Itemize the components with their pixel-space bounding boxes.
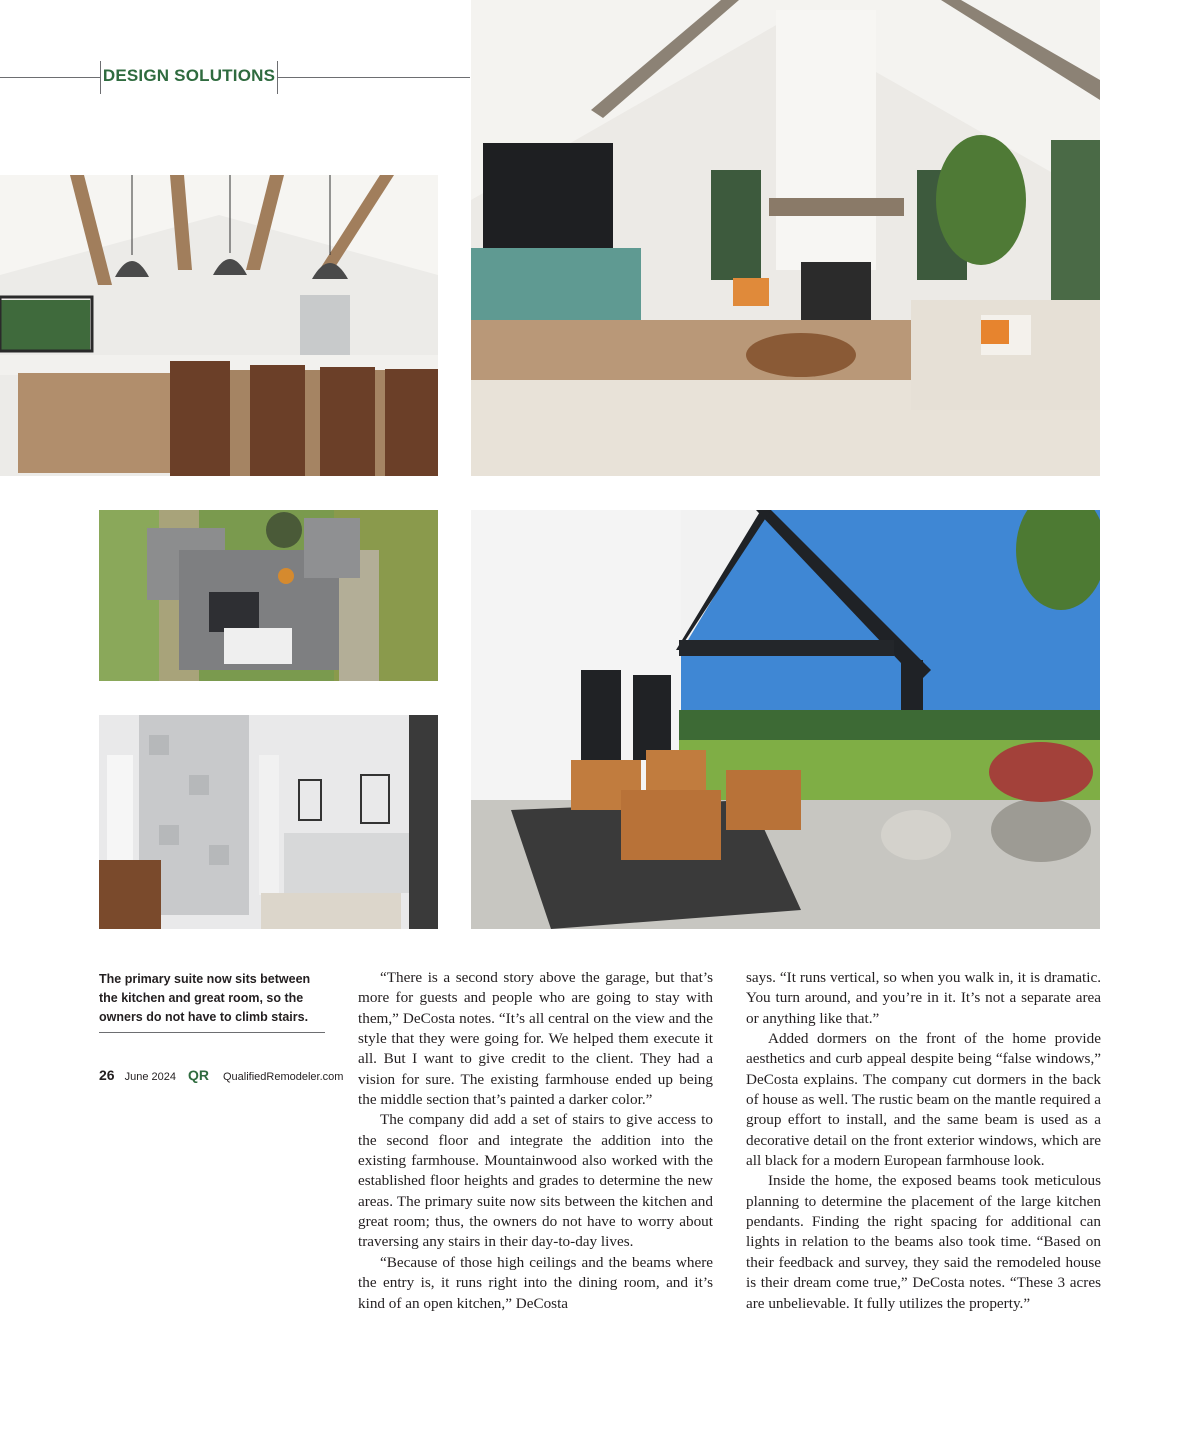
page-number: 26	[99, 1067, 115, 1083]
section-rule-right	[278, 77, 470, 78]
section-label: DESIGN SOLUTIONS	[102, 66, 276, 85]
website-link[interactable]: QualifiedRemodeler.com	[222, 1071, 344, 1083]
article-paragraph: says. “It runs vertical, so when you walk in, it is dramatic. You turn around, and you’re in it. It’s not a separate area or anything like that.”	[746, 969, 1101, 1027]
article-column-1	[358, 968, 713, 1314]
brand-logo: QR	[187, 1067, 209, 1083]
photo-caption: The primary suite now sits between the kitchen and great room, so the owners do not have to climb stairs.	[99, 972, 311, 1024]
photo-bathroom	[99, 715, 438, 929]
issue-date: June 2024	[124, 1071, 176, 1083]
photo-kitchen	[0, 175, 438, 476]
photo-great-room	[471, 0, 1100, 476]
page-footer	[99, 1067, 343, 1087]
article-paragraph: Added dormers on the front of the home provide aesthetics and curb appeal despite being “false windows,” DeCosta explains. The company cut dormers in the back of house as well. The rustic beam on the mantle required a group effort to install, and the same beam is used as a decorative detail on the front exterior windows, which are all black for a modern European farmhouse look.	[746, 1030, 1101, 1170]
photo-aerial	[99, 510, 438, 681]
article-paragraph: “Because of those high ceilings and the beams where the entry is, it runs right into the dining room, and it’s kind of an open kitchen,” DeCosta	[358, 1253, 713, 1312]
section-rule-left	[0, 77, 100, 78]
photo-patio	[471, 510, 1100, 929]
article-column-2	[746, 968, 1101, 1314]
caption-rule	[99, 1032, 325, 1033]
article-paragraph: “There is a second story above the garage, but that’s more for guests and people who are going to stay with them,” DeCosta notes. “It’s all central on the view and the style that they were going for. We helped them execute it all. But I want to give credit to the client. They had a vision for sure. The existing farmhouse ended up being the middle section that’s painted a darker color.”	[358, 969, 713, 1109]
article-paragraph: The company did add a set of stairs to give access to the second floor and integrate the addition into the existing farmhouse. Mountainwood also worked with the established floor heights and grades to determine the new areas. The primary suite now sits between the kitchen and great room; thus, the owners do not have to worry about traversing any stairs in their day-to-day lives.	[358, 1111, 713, 1251]
article-paragraph: Inside the home, the exposed beams took meticulous planning to determine the placement of the large kitchen pendants. Finding the right spacing for additional can lights in relation to the beams also took time. “Based on their feedback and survey, they said the remodeled house is their dream come true,” DeCosta notes. “These 3 acres are unbelievable. It fully utilizes the property.”	[746, 1172, 1101, 1312]
